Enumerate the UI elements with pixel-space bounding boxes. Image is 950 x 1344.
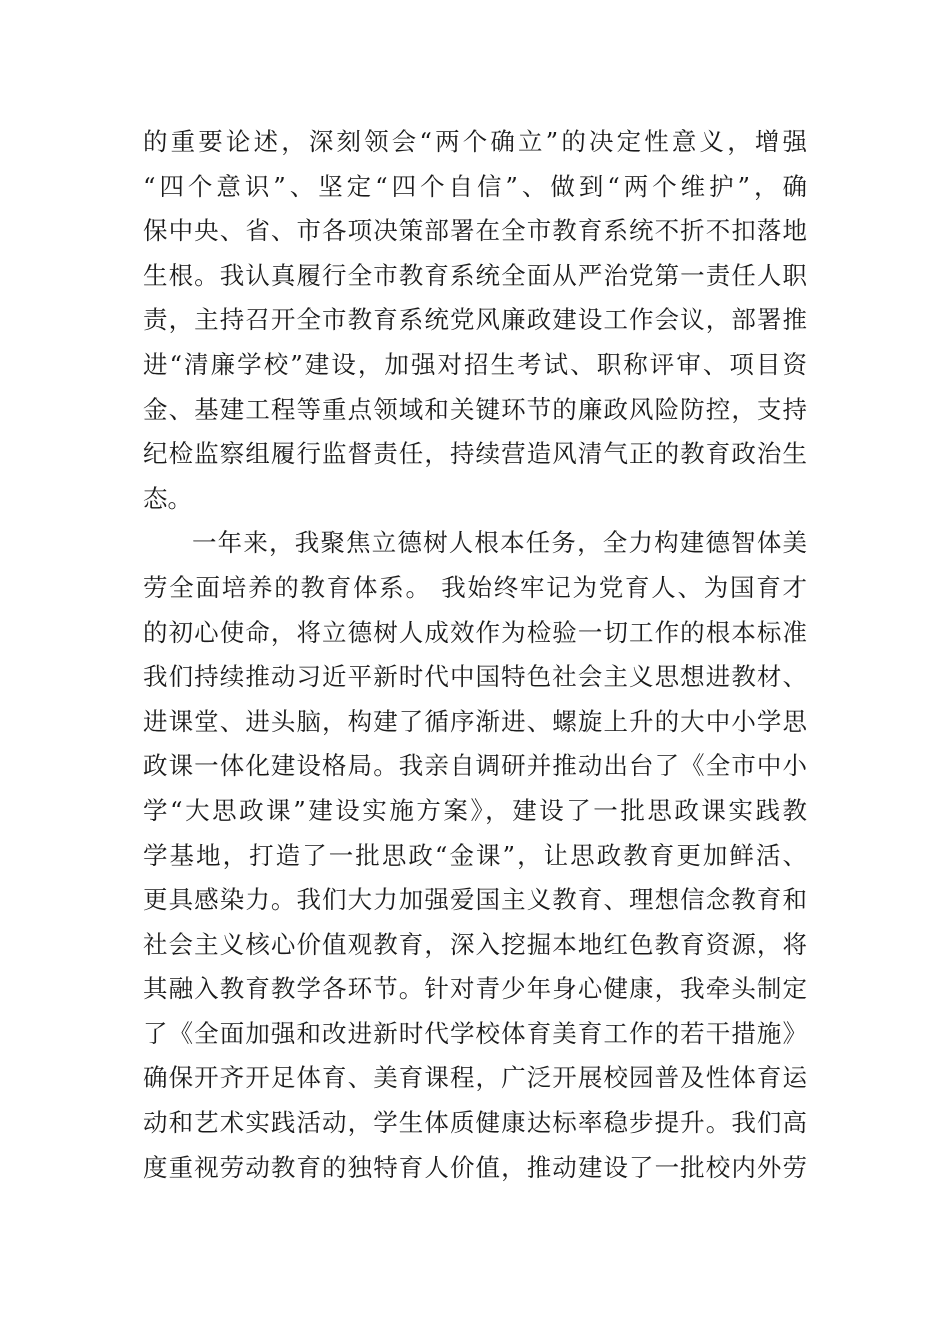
text-line: 劳全面培养的教育体系。 我始终牢记为党育人、为国育才	[143, 572, 807, 602]
paragraph-1	[143, 120, 807, 521]
text-line: 一年来，我聚焦立德树人根本任务，全力构建德智体美	[192, 528, 807, 558]
text-line: 政课一体化建设格局。我亲自调研并推动出台了《全市中小	[143, 751, 807, 781]
text-line: 度重视劳动教育的独特育人价值，推动建设了一批校内外劳	[143, 1152, 807, 1182]
text-line: 其融入教育教学各环节。针对青少年身心健康，我牵头制定	[143, 974, 807, 1004]
text-line: 生根。我认真履行全市教育系统全面从严治党第一责任人职	[143, 260, 807, 290]
text-line: “四个意识”、坚定“四个自信”、做到“两个维护”，确	[143, 171, 807, 201]
paragraph-2	[143, 521, 807, 1190]
text-line: 金、基建工程等重点领域和关键环节的廉政风险防控，支持	[143, 394, 807, 424]
text-line: 的重要论述，深刻领会“两个确立”的决定性意义，增强	[143, 127, 807, 156]
text-line: 我们持续推动习近平新时代中国特色社会主义思想进教材、	[143, 662, 807, 692]
text-line: 了《全面加强和改进新时代学校体育美育工作的若干措施》	[143, 1018, 807, 1048]
text-line: 学基地，打造了一批思政“金课”，让思政教育更加鲜活、	[143, 840, 807, 870]
text-line: 动和艺术实践活动，学生体质健康达标率稳步提升。我们高	[143, 1108, 807, 1138]
text-line: 进课堂、进头脑，构建了循序渐进、螺旋上升的大中小学思	[143, 706, 807, 736]
body-text	[143, 120, 807, 1190]
text-line: 的初心使命，将立德树人成效作为检验一切工作的根本标准	[143, 617, 807, 647]
text-line: 更具感染力。我们大力加强爱国主义教育、理想信念教育和	[143, 885, 807, 915]
text-line: 社会主义核心价值观教育，深入挖掘本地红色教育资源，将	[143, 929, 807, 959]
text-line: 确保开齐开足体育、美育课程，广泛开展校园普及性体育运	[143, 1063, 807, 1093]
text-line: 纪检监察组履行监督责任，持续营造风清气正的教育政治生	[143, 439, 807, 469]
text-line: 态。	[143, 483, 192, 513]
text-line: 学“大思政课”建设实施方案》，建设了一批思政课实践教	[143, 795, 807, 825]
text-line: 责，主持召开全市教育系统党风廉政建设工作会议，部署推	[143, 305, 807, 335]
text-line: 进“清廉学校”建设，加强对招生考试、职称评审、项目资	[143, 349, 807, 379]
text-line: 保中央、省、市各项决策部署在全市教育系统不折不扣落地	[143, 216, 807, 246]
